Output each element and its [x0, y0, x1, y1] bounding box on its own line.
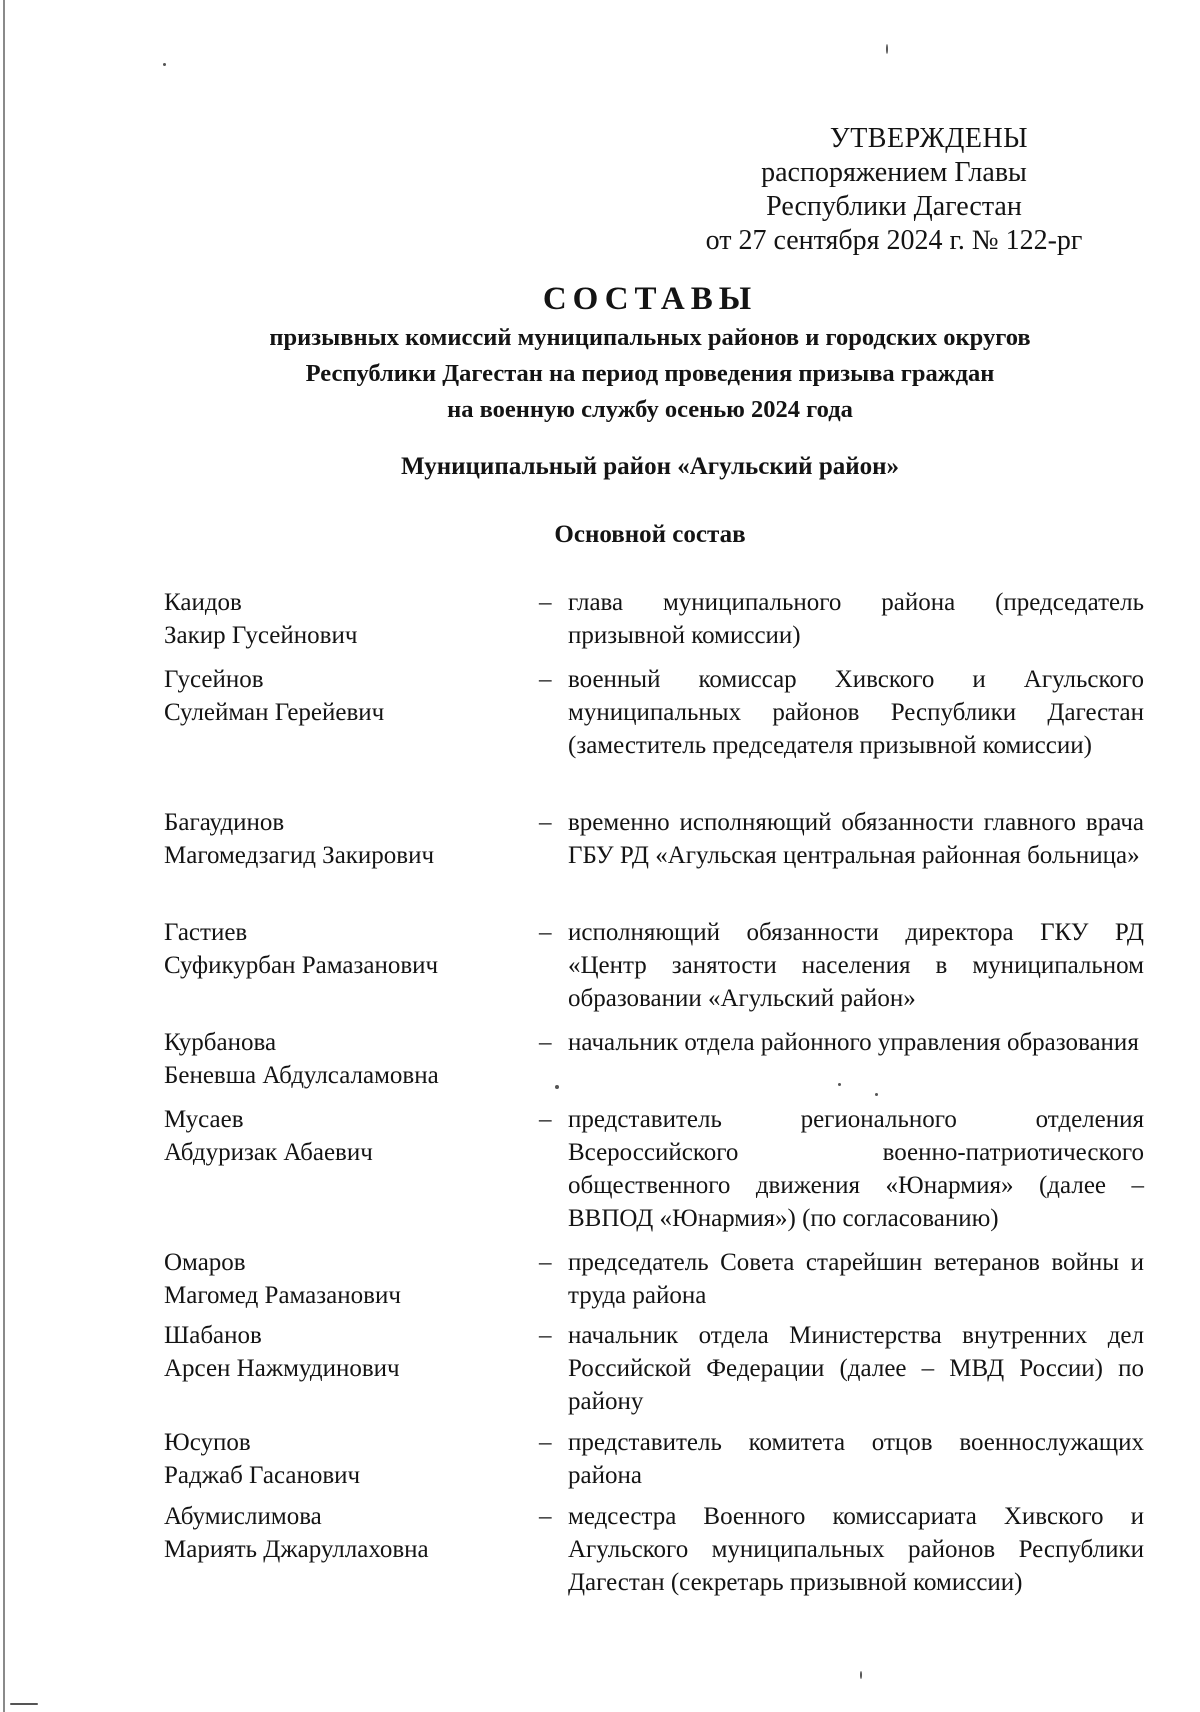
member-given-names: Раджаб Гасанович	[164, 1462, 361, 1489]
member-role: медсестра Военного комиссариата Хивского и Агульского муниципальных районов Республики Дагестан (секретарь призывной комиссии)	[568, 1503, 1144, 1596]
member-dash: –	[539, 1029, 552, 1056]
heading-title: СОСТАВЫ	[542, 281, 758, 317]
member-given-names: Сулейман Герейевич	[164, 699, 385, 726]
document-heading	[150, 278, 1150, 428]
approval-stamp-block	[684, 122, 1104, 258]
member-name	[164, 1319, 524, 1385]
approval-line-2: Республики Дагестан	[766, 191, 1022, 222]
member-dash: –	[539, 1322, 552, 1349]
member-given-names: Арсен Нажмудинович	[164, 1355, 400, 1382]
member-role: начальник отдела районного управления образования	[568, 1029, 1139, 1056]
member-role: председатель Совета старейшин ветеранов войны и труда района	[568, 1249, 1144, 1309]
member-surname: Гастиев	[164, 919, 248, 946]
member-role: начальник отдела Министерства внутренних дел Российской Федерации (далее – МВД России) по району	[568, 1322, 1144, 1415]
member-surname: Гусейнов	[164, 666, 264, 693]
heading-subtitle-3: на военную службу осенью 2024 года	[447, 396, 853, 423]
member-role: глава муниципального района (председатель призывной комиссии)	[568, 589, 1144, 649]
approval-line-3: от 27 сентября 2024 г. № 122-рг	[705, 225, 1083, 256]
scan-speck	[860, 1671, 862, 1679]
district-title: Муниципальный район «Агульский район»	[400, 453, 900, 480]
member-surname: Абумислимова	[164, 1503, 322, 1530]
member-role: исполняющий обязанности директора ГКУ РД «Центр занятости населения в муниципальном образовании «Агульский район»	[568, 919, 1144, 1012]
member-dash: –	[539, 809, 552, 836]
scan-speck	[838, 1083, 841, 1086]
section-title: Основной состав	[554, 521, 746, 548]
member-surname: Шабанов	[164, 1322, 262, 1349]
member-dash: –	[539, 1429, 552, 1456]
member-role: представитель комитета отцов военнослужащих района	[568, 1429, 1144, 1489]
member-surname: Багаудинов	[164, 809, 285, 836]
member-role: представитель регионального отделения Всероссийского военно-патриотического общественного движения «Юнармия» (далее – ВВПОД «Юнармия») (по согласованию)	[568, 1106, 1144, 1232]
scan-edge-line	[3, 0, 5, 1712]
member-given-names: Абдуризак Абаевич	[164, 1139, 373, 1166]
member-surname: Мусаев	[164, 1106, 244, 1133]
heading-subtitle-1: призывных комиссий муниципальных районов и городских округов	[269, 324, 1031, 351]
scan-speck	[163, 63, 166, 66]
approval-title: УТВЕРЖДЕНЫ	[829, 123, 1029, 154]
member-dash: –	[539, 1106, 552, 1133]
member-name	[164, 663, 524, 729]
member-surname: Курбанова	[164, 1029, 277, 1056]
member-name	[164, 1426, 524, 1492]
member-dash: –	[539, 666, 552, 693]
member-given-names: Беневша Абдулсаламовна	[164, 1062, 439, 1089]
member-dash: –	[539, 1503, 552, 1530]
member-surname: Омаров	[164, 1249, 246, 1276]
scan-speck	[886, 44, 888, 54]
member-given-names: Магомедзагид Закирович	[164, 842, 435, 869]
member-given-names: Суфикурбан Рамазанович	[164, 952, 439, 979]
member-role: временно исполняющий обязанности главного врача ГБУ РД «Агульская центральная районная больница»	[568, 809, 1144, 869]
member-name	[164, 1103, 524, 1169]
member-surname: Каидов	[164, 589, 242, 616]
member-name	[164, 586, 524, 652]
member-name	[164, 806, 524, 872]
member-given-names: Магомед Рамазанович	[164, 1282, 401, 1309]
member-name	[164, 1026, 524, 1092]
member-dash: –	[539, 919, 552, 946]
member-given-names: Мариять Джаруллаховна	[164, 1536, 429, 1563]
member-role: военный комиссар Хивского и Агульского муниципальных районов Республики Дагестан (заместитель председателя призывной комиссии)	[568, 666, 1144, 759]
member-name	[164, 1246, 524, 1312]
member-surname: Юсупов	[164, 1429, 251, 1456]
scan-speck	[875, 1093, 878, 1096]
member-name	[164, 916, 524, 982]
member-dash: –	[539, 1249, 552, 1276]
heading-subtitle-2: Республики Дагестан на период проведения призыва граждан	[305, 360, 995, 387]
scan-speck	[10, 1703, 38, 1705]
member-name	[164, 1500, 524, 1566]
member-given-names: Закир Гусейнович	[164, 622, 358, 649]
member-dash: –	[539, 589, 552, 616]
approval-line-1: распоряжением Главы	[761, 157, 1027, 188]
scan-speck	[555, 1085, 559, 1089]
